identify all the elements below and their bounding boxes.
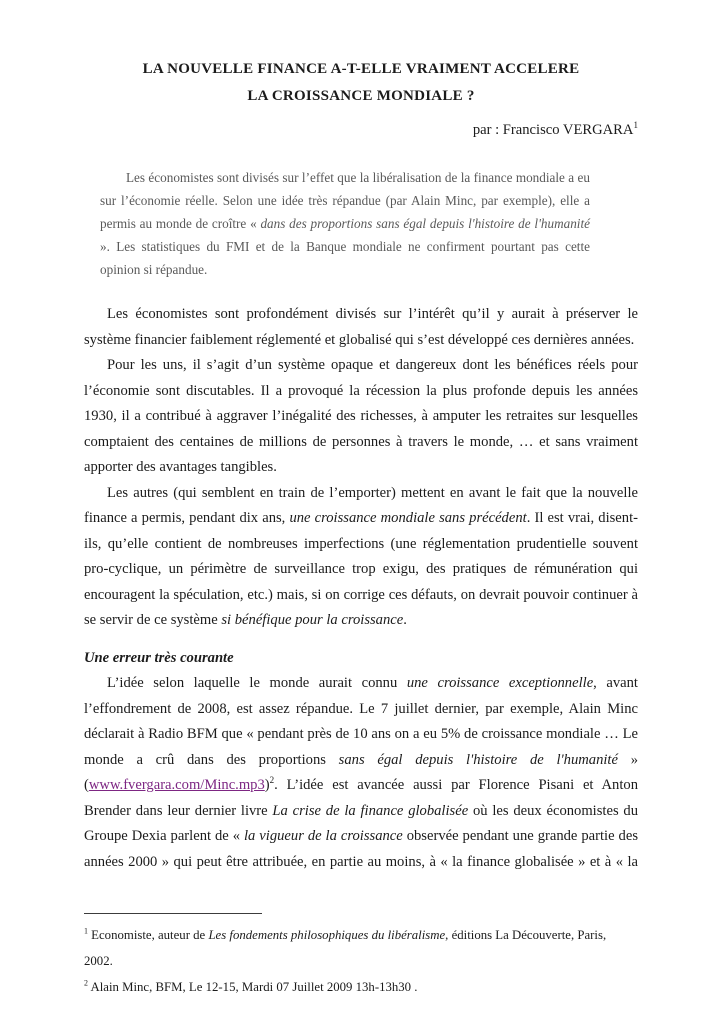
text-run: , avant l’effondrement de 2008, est assez répandue. Le 7 juillet dernier, par exemple, Alain Minc déclarait à Radio BFM que « pendant près de 10 ans on a eu 5% de croissance mondiale … Le monde a crû dans des proportions (84, 675, 638, 768)
text-run: . L’idée est avancée aussi par Florence Pisani et Anton Brender dans leur dernier livre (84, 777, 638, 819)
section-heading: Une erreur très courante (84, 649, 234, 666)
text-run: L’idée selon laquelle le monde aurait connu (107, 675, 407, 691)
footnote-separator (84, 913, 262, 914)
author-byline (84, 120, 638, 141)
text-run: La crise de la finance globalisée (272, 802, 469, 819)
text-run: Les économistes sont profondément divisés sur l’intérêt qu’il y aurait à préserver le système financier faiblement réglementé et globalisé qui s’est développé ces dernières années. (84, 306, 638, 348)
document-title (84, 56, 638, 110)
text-run: si bénéfique pour la croissance (221, 612, 404, 628)
footnote-1 (84, 922, 638, 974)
body-paragraph-2 (84, 353, 638, 481)
text-run: Les autres (qui semblent en train de l’emporter) mettent en avant le fait que la nouvelle finance a permis, pendant dix ans, (84, 484, 638, 526)
text-run: une croissance exceptionnelle (406, 675, 594, 691)
body-paragraph-4 (84, 671, 638, 875)
text-run: ) (264, 777, 270, 793)
minc-mp3-link[interactable]: www.fvergara.com/Minc.mp3 (88, 777, 265, 793)
body-paragraph-1 (84, 302, 638, 353)
text-run: Les fondements philosophiques du libéralisme (208, 928, 446, 942)
title-line-1: LA NOUVELLE FINANCE A-T-ELLE VRAIMENT ACCELERE (142, 61, 580, 77)
text-run: observée pendant une grande partie des années 2000 » qui peut être attribuée, en partie au moins, à « la finance globalisée » et à « la (84, 828, 638, 870)
text-run: . Il est vrai, disent-ils, qu’elle contient de nombreuses imperfections (une réglementation prudentielle souvent pro-cyclique, un périmètre de surveillance trop exigu, des pratiques de rémunération qui encouragent la spéculation, etc.) mais, si on corrige ces défauts, on devrait pouvoir continuer à se servir de ce système (84, 510, 638, 628)
title-line-2: LA CROISSANCE MONDIALE ? (247, 88, 475, 104)
text-run: ». Les statistiques du FMI et de la Banque mondiale ne confirment pourtant pas cette opinion si répandue. (100, 239, 590, 277)
footnote-number-2: 2 (84, 978, 88, 988)
text-run: où les deux économistes du Groupe Dexia parlent de « (84, 802, 639, 844)
footnote-ref-2: 2 (269, 775, 275, 786)
text-run: » ( (84, 751, 638, 793)
text-run: Economiste, auteur de (87, 928, 209, 942)
text-run: sans égal depuis l'histoire de l'humanité (338, 751, 618, 768)
text-run: . (403, 612, 407, 628)
footnote-area (84, 905, 638, 1000)
footnote-2 (84, 974, 638, 1000)
text-run: une croissance mondiale sans précédent (289, 510, 527, 526)
body-paragraph-3 (84, 481, 638, 634)
document-body (84, 302, 638, 875)
text-run: Alain Minc, BFM, Le 12-15, Mardi 07 Juillet 2009 13h-13h30 . (87, 980, 418, 994)
author-name: par : Francisco VERGARA (472, 122, 634, 138)
footnote-ref-1: 1 (633, 120, 638, 131)
footnote-number-1: 1 (84, 926, 88, 936)
text-run: dans des proportions sans égal depuis l'histoire de l'humanité (260, 216, 590, 231)
text-run: Les économistes sont divisés sur l’effet que la libéralisation de la finance mondiale a eu sur l’économie réelle. Selon une idée très répandue (par Alain Minc, par exemple), elle a permis au monde de croître « (100, 170, 590, 231)
text-run: la vigueur de la croissance (243, 828, 403, 844)
text-run: , éditions La Découverte, Paris, 2002. (84, 928, 607, 968)
text-run: Pour les uns, il s’agit d’un système opaque et dangereux dont les bénéfices réels pour l’économie sont discutables. Il a provoqué la récession la plus profonde depuis les années 1930, il a contribué à aggraver l’inégalité des richesses, à amputer les retraites sur lesquelles comptaient des centaines de millions de personnes à travers le monde, … et sans vraiment apporter des avantages tangibles. (84, 357, 638, 475)
abstract (100, 166, 590, 281)
